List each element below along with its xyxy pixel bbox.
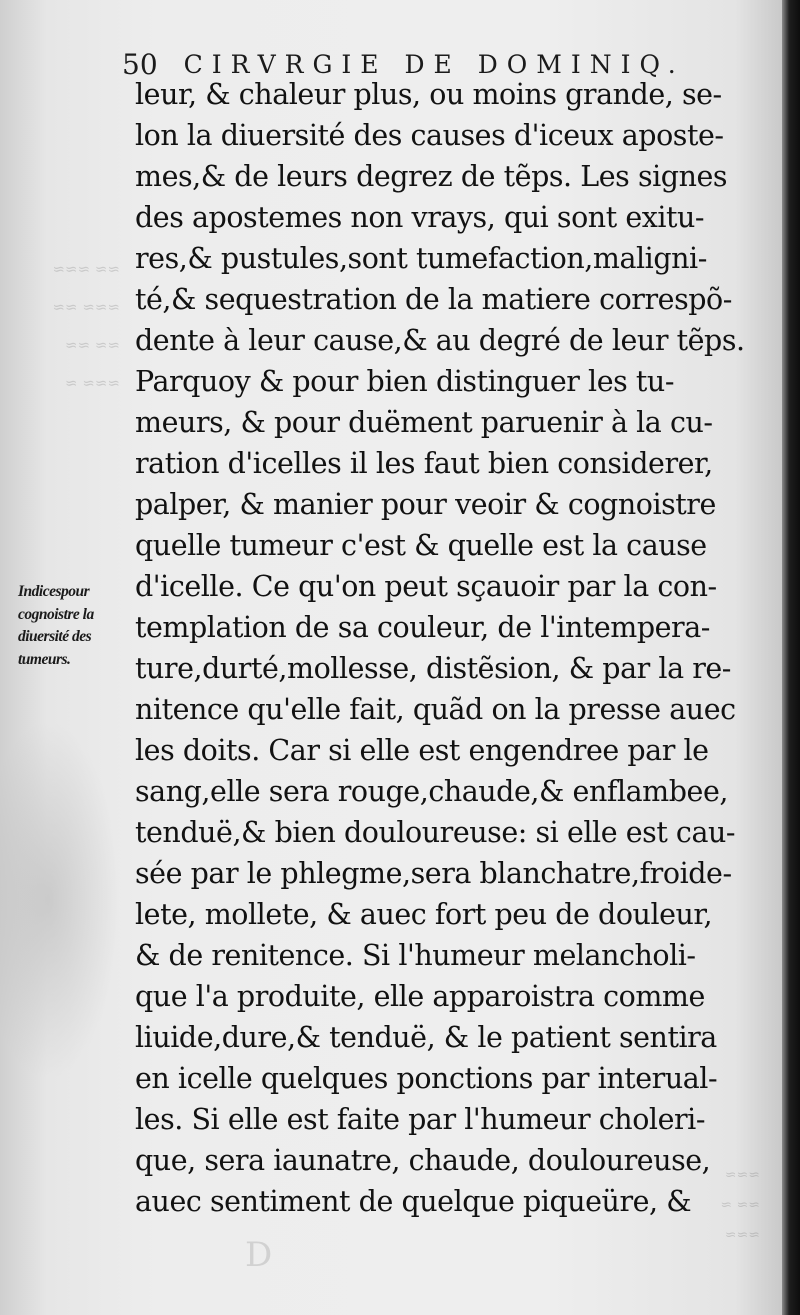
margin-note-line: cognoistre la — [18, 605, 94, 623]
text-line: palper, & manier pour veoir & cognoistre — [135, 488, 716, 521]
text-line: sée par le phlegme,sera blanchatre,froide- — [135, 857, 732, 890]
page-edge-shadow — [782, 0, 800, 1315]
margin-note-line: Indicespour — [18, 583, 90, 600]
margin-note — [18, 581, 140, 671]
body-text — [135, 74, 775, 1222]
text-line: ration d'icelles il les faut bien considerer, — [135, 447, 713, 480]
page-number: 50 — [122, 47, 158, 81]
margin-note-line: tumeurs. — [18, 650, 71, 668]
bleed-through-left: ≈≈ ≈≈≈ ≈≈≈ ≈≈ ≈≈ ≈≈ ≈≈≈ ≈ — [52, 260, 120, 392]
text-line: ture,durté,mollesse, distẽsion, & par la re- — [135, 652, 731, 685]
text-line: nitence qu'elle fait, quãd on la presse auec — [135, 693, 736, 726]
text-line: liuide,dure,& tenduë, & le patient sentira — [135, 1021, 717, 1054]
text-line: en icelle quelques ponctions par interual- — [135, 1062, 718, 1095]
text-line: tenduë,& bien douloureuse: si elle est cau- — [135, 816, 736, 849]
bleed-through-right: ≈≈≈ ≈≈ ≈ ≈≈≈ — [720, 1167, 760, 1243]
text-line: les doits. Car si elle est engendree par le — [135, 734, 709, 767]
margin-note-line: diuersité des — [18, 628, 92, 645]
text-line: Parquoy & pour bien distinguer les tu- — [135, 365, 674, 398]
text-line: d'icelle. Ce qu'on peut sçauoir par la con- — [135, 570, 717, 603]
text-line: mes,& de leurs degrez de tẽps. Les signes — [135, 160, 728, 193]
text-line: des apostemes non vrays, qui sont exitu- — [135, 201, 705, 234]
text-line: quelle tumeur c'est & quelle est la cause — [135, 529, 707, 562]
text-line: dente à leur cause,& au degré de leur tẽps. — [135, 324, 745, 357]
text-line: res,& pustules,sont tumefaction,maligni- — [135, 242, 707, 275]
text-line: auec sentiment de quelque piqueüre, & — [135, 1185, 692, 1218]
text-line: sang,elle sera rouge,chaude,& enflambee, — [135, 775, 728, 808]
running-head: CIRVRGIE DE DOMINIQ. — [183, 49, 685, 79]
text-line: leur, & chaleur plus, ou moins grande, se- — [135, 78, 722, 111]
text-line: lete, mollete, & auec fort peu de douleur, — [135, 898, 713, 931]
text-line: té,& sequestration de la matiere correspõ- — [135, 283, 732, 316]
text-line: que l'a produite, elle apparoistra comme — [135, 980, 705, 1013]
text-line: meurs, & pour duëment paruenir à la cu- — [135, 406, 713, 439]
foxing-stain — [0, 720, 120, 1080]
text-line: les. Si elle est faite par l'humeur choleri- — [135, 1103, 706, 1136]
bleed-through-letter: D — [245, 1235, 273, 1275]
text-line: lon la diuersité des causes d'iceux aposte- — [135, 119, 724, 152]
text-line: & de renitence. Si l'humeur melancholi- — [135, 939, 696, 972]
text-line: que, sera iaunatre, chaude, douloureuse, — [135, 1144, 711, 1177]
text-line: templation de sa couleur, de l'intempera- — [135, 611, 710, 644]
